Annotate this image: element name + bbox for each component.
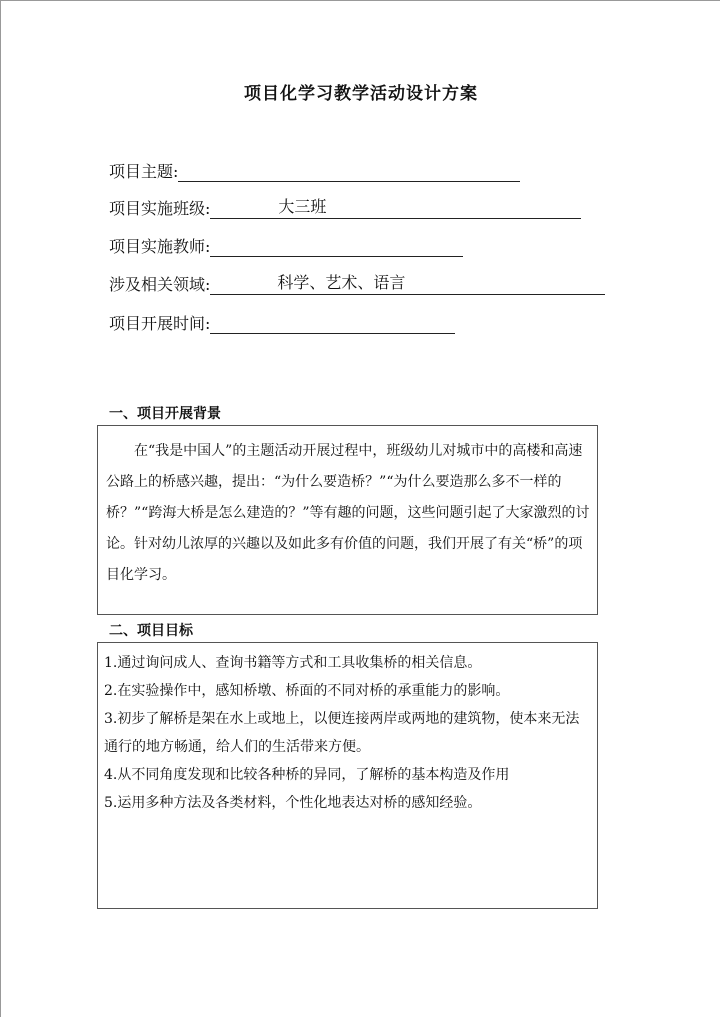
page-title: 项目化学习教学活动设计方案 bbox=[244, 84, 478, 104]
field-time bbox=[109, 312, 455, 334]
goal-item: 1.通过询问成人、查询书籍等方式和工具收集桥的相关信息。 bbox=[104, 655, 482, 671]
goal-item: 4.从不同角度发现和比较各种桥的异同，了解桥的基本构造及作用 bbox=[104, 767, 510, 783]
background-text: 在“我是中国人”的主题活动开展过程中，班级幼儿对城市中的高楼和高速公路上的桥感兴趣，提出：“为什么要造桥？”“为什么要造那么多不一样的桥？”“跨海大桥是怎么建造的？”等有趣的问题，这些问题引起了大家激烈的讨论。针对幼儿浓厚的兴趣以及如此多有价值的问题，我们开展了有关“桥”的项目化学习。 bbox=[106, 443, 590, 583]
goal-item: 3.初步了解桥是架在水上或地上，以便连接两岸或两地的建筑物，使本来无法通行的地方畅通，给人们的生活带来方便。 bbox=[104, 711, 580, 755]
field-teacher bbox=[109, 235, 463, 257]
field-domains bbox=[109, 273, 605, 295]
field-underline bbox=[178, 161, 520, 182]
field-value: 大三班 bbox=[278, 197, 327, 216]
field-label: 项目实施教师: bbox=[109, 237, 211, 256]
field-project-theme bbox=[109, 160, 520, 182]
field-underline bbox=[210, 274, 605, 295]
field-class bbox=[109, 197, 581, 219]
field-underline bbox=[210, 236, 463, 257]
field-label: 项目实施班级: bbox=[109, 199, 211, 218]
field-label: 项目主题: bbox=[109, 162, 179, 181]
goal-item: 2.在实验操作中，感知桥墩、桥面的不同对桥的承重能力的影响。 bbox=[104, 683, 510, 699]
field-underline bbox=[210, 198, 581, 219]
section-heading-goals: 二、项目目标 bbox=[109, 623, 193, 639]
field-label: 涉及相关领域: bbox=[109, 275, 211, 294]
goal-item: 5.运用多种方法及各类材料，个性化地表达对桥的感知经验。 bbox=[104, 795, 482, 811]
background-box bbox=[97, 425, 598, 615]
field-value: 科学、艺术、语言 bbox=[277, 273, 406, 292]
field-underline bbox=[210, 313, 455, 334]
section-heading-background: 一、项目开展背景 bbox=[109, 406, 221, 422]
field-label: 项目开展时间: bbox=[109, 314, 211, 333]
goals-box bbox=[97, 642, 598, 909]
